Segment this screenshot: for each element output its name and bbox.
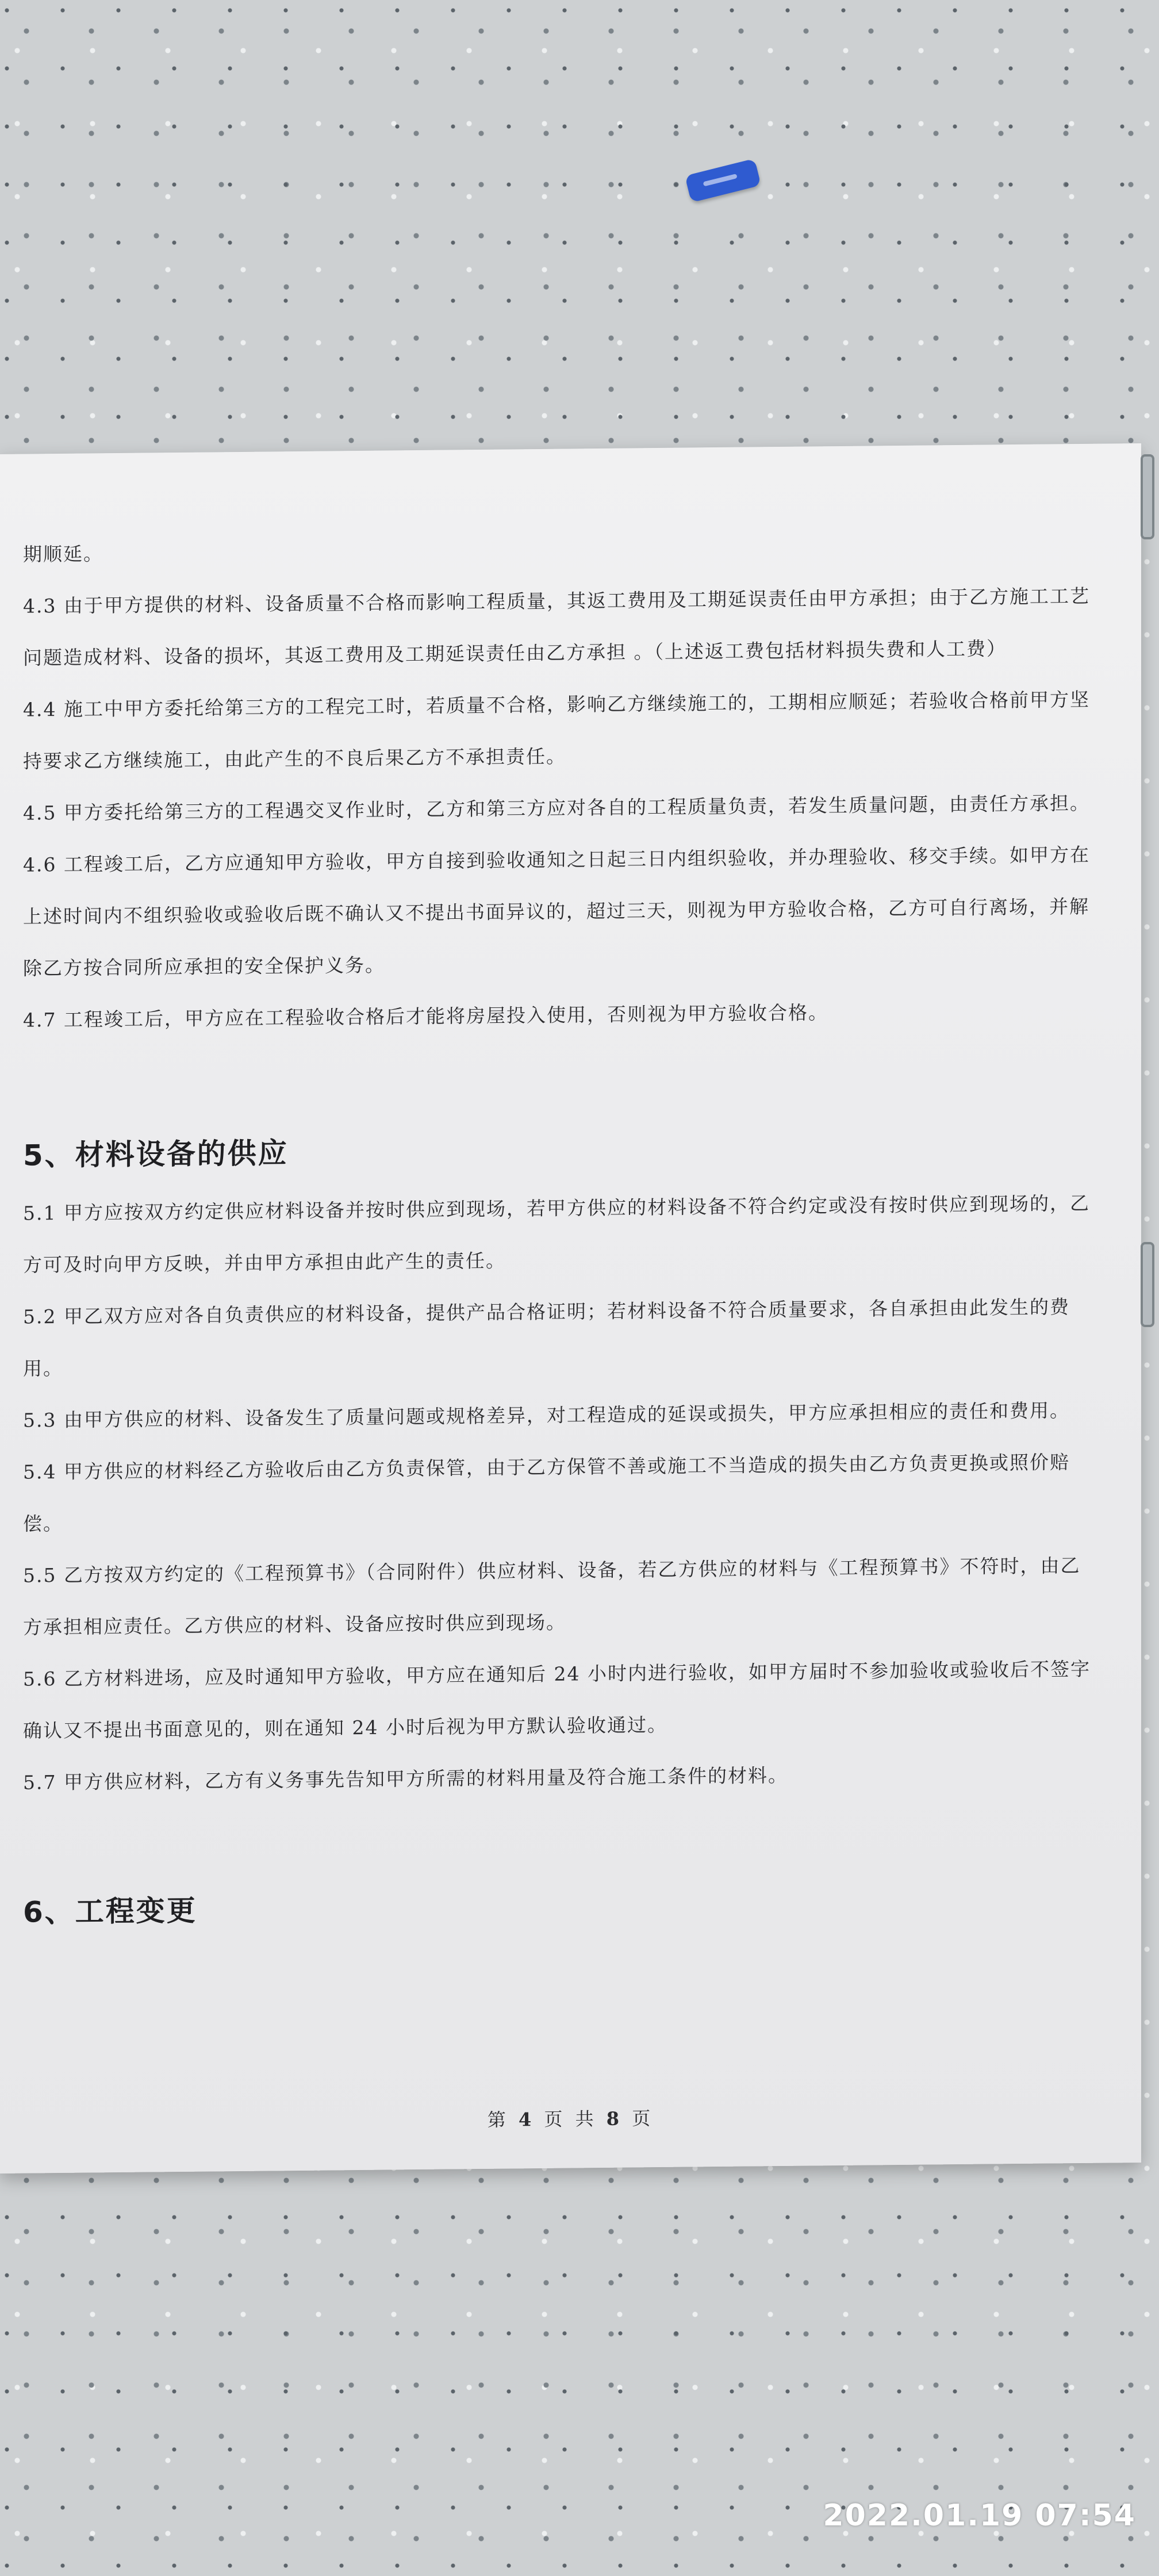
footer-total-pages: 8 bbox=[606, 2107, 623, 2130]
clause-5-6: 5.6 乙方材料进场，应及时通知甲方验收，甲方应在通知后 24 小时内进行验收，如甲方届时不参加验收或验收后不签字确认又不提出书面意见的，则在通知 24 小时后视为甲方默认验收通过。 bbox=[23, 1657, 1091, 1742]
clause-5-7: 5.7 甲方供应材料，乙方有义务事先告知甲方所需的材料用量及符合施工条件的材料。 bbox=[23, 1764, 788, 1794]
clause-5-4: 5.4 甲方供应的材料经乙方验收后由乙方负责保管，由于乙方保管不善或施工不当造成的损失由乙方负责更换或照价赔偿。 bbox=[23, 1451, 1070, 1535]
contract-page bbox=[0, 443, 1141, 2174]
clause-4-6: 4.6 工程竣工后，乙方应通知甲方验收，甲方自接到验收通知之日起三日内组织验收，并办理验收、移交手续。如甲方在上述时间内不组织验收或验收后既不确认又不提出书面异议的，超过三天，则视为甲方验收合格，乙方可自行离场，并解除乙方按合同所应承担的安全保护义务。 bbox=[23, 843, 1090, 980]
contract-text bbox=[23, 519, 1092, 1931]
clause-5-5: 5.5 乙方按双方约定的《工程预算书》（合同附件）供应材料、设备，若乙方供应的材料与《工程预算书》不符时，由乙方承担相应责任。乙方供应的材料、设备应按时供应到现场。 bbox=[23, 1554, 1081, 1639]
clause-4-5: 4.5 甲方委托给第三方的工程遇交叉作业时，乙方和第三方应对各自的工程质量负责，若发生质量问题，由责任方承担。 bbox=[23, 791, 1090, 825]
footer-prefix: 第 bbox=[487, 2109, 509, 2131]
footer-suffix: 页 bbox=[632, 2107, 654, 2130]
clause-4-7: 4.7 工程竣工后，甲方应在工程验收合格后才能将房屋投入使用，否则视为甲方验收合格。 bbox=[23, 1001, 828, 1032]
footer-current-page: 4 bbox=[518, 2109, 535, 2131]
clause-4-2-tail: 期顺延。 bbox=[23, 542, 103, 566]
staple-bottom bbox=[1141, 1242, 1154, 1327]
section-6-heading: 6、工程变更 bbox=[23, 1893, 197, 1929]
clause-5-1: 5.1 甲方应按双方约定供应材料设备并按时供应到现场，若甲方供应的材料设备不符合约定或没有按时供应到现场的，乙方可及时向甲方反映，并由甲方承担由此产生的责任。 bbox=[23, 1191, 1090, 1276]
clause-4-3: 4.3 由于甲方提供的材料、设备质量不合格而影响工程质量，其返工费用及工期延误责任由甲方承担；由于乙方施工工艺问题造成材料、设备的损坏，其返工费用及工期延误责任由乙方承担 。（上述返工费包括材料损失费和人工费） bbox=[23, 584, 1090, 669]
footer-middle: 页 共 bbox=[544, 2108, 597, 2130]
staple-top bbox=[1141, 454, 1154, 539]
clause-5-2: 5.2 甲乙双方应对各自负责供应的材料设备，提供产品合格证明；若材料设备不符合质量要求，各自承担由此发生的费用。 bbox=[23, 1295, 1070, 1380]
page-footer bbox=[0, 2099, 1141, 2137]
section-5-heading: 5、材料设备的供应 bbox=[23, 1136, 289, 1172]
clause-4-4: 4.4 施工中甲方委托给第三方的工程完工时，若质量不合格，影响乙方继续施工的，工期相应顺延；若验收合格前甲方坚持要求乙方继续施工，由此产生的不良后果乙方不承担责任。 bbox=[23, 688, 1090, 773]
photo-timestamp: 2022.01.19 07:54 bbox=[823, 2498, 1136, 2533]
clause-5-3: 5.3 由甲方供应的材料、设备发生了质量问题或规格差异，对工程造成的延误或损失，甲方应承担相应的责任和费用。 bbox=[23, 1399, 1070, 1432]
